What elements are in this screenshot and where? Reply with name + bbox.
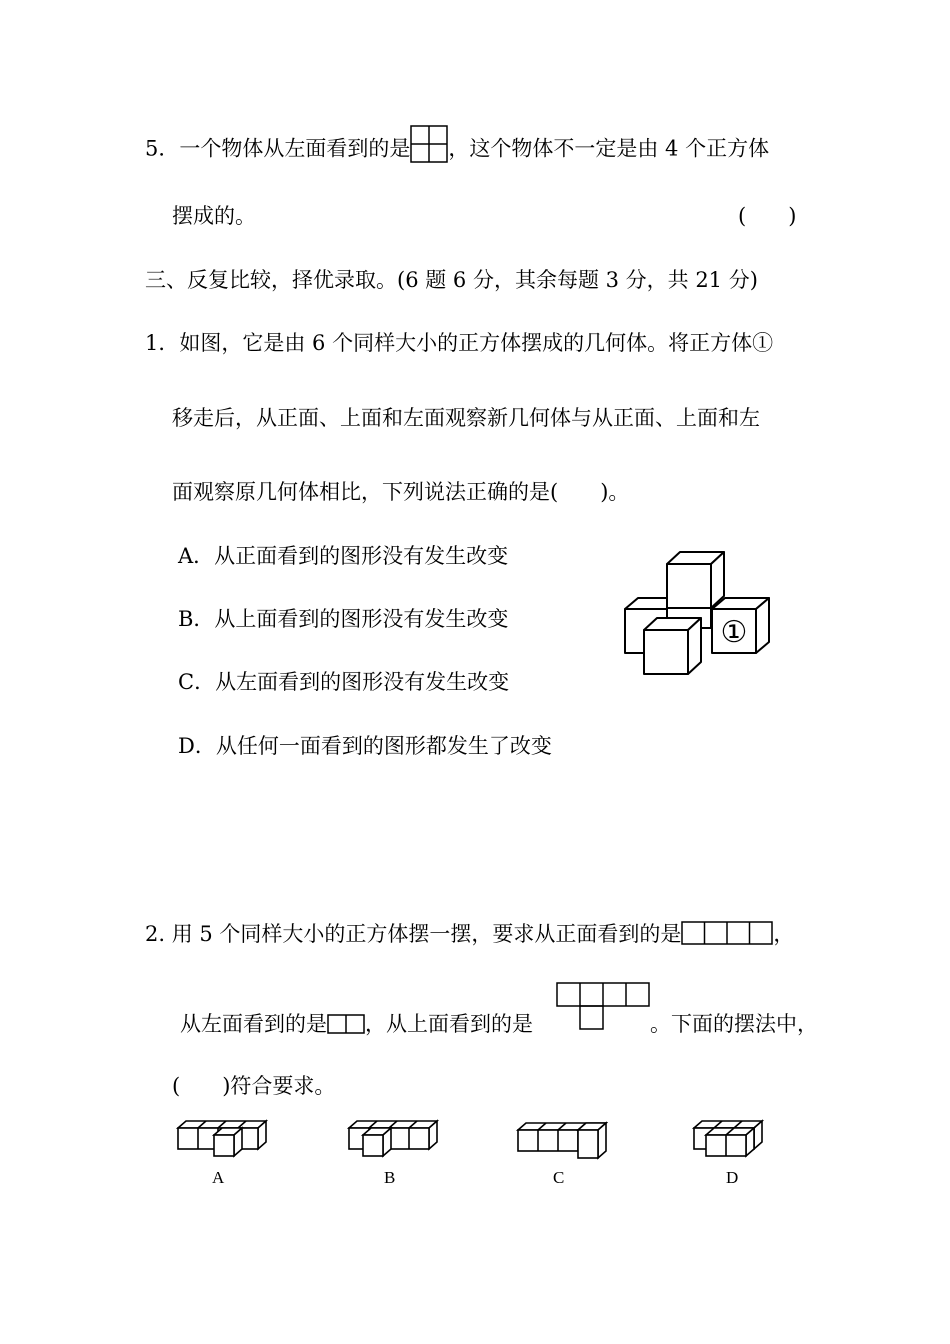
q5-line-2: 摆成的。 (172, 204, 256, 228)
q1-option-b[interactable]: B．从上面看到的图形没有发生改变 (178, 607, 509, 631)
q1-line-3: 面观察原几何体相比，下列说法正确的是( )。 (172, 480, 630, 504)
q2-line-1-suffix: ， (773, 922, 795, 946)
q1-cube-figure (618, 548, 778, 678)
q2-choice-b-figure[interactable] (345, 1118, 445, 1158)
q2-choice-a-figure[interactable] (174, 1118, 274, 1158)
q5-answer-blank[interactable]: ( ) (738, 204, 797, 228)
top-view-t-shape (556, 982, 652, 1032)
q1-option-a[interactable]: A．从正面看到的图形没有发生改变 (178, 544, 509, 568)
q5-line-1 (145, 131, 769, 169)
q2-choice-b-label[interactable]: B (384, 1168, 396, 1187)
q5-line-1-suffix: ，这个物体不一定是由 4 个正方体 (448, 136, 770, 161)
q2-line-2: 从左面看到的是 ，从上面看到的是 (180, 1012, 533, 1036)
q2-choice-a-label[interactable]: A (212, 1168, 225, 1187)
q1-line-2: 移走后，从正面、上面和左面观察新几何体与从正面、上面和左 (172, 406, 760, 430)
q2-line-3: ( )符合要求。 (172, 1074, 336, 1098)
q2-choice-d-figure[interactable] (688, 1118, 768, 1162)
q1-option-d[interactable]: D．从任何一面看到的图形都发生了改变 (178, 734, 552, 758)
q2-line-1 (145, 920, 794, 948)
cube-1-label: ① (720, 615, 748, 650)
left-view-2-squares (327, 1013, 365, 1033)
q5-line-1-prefix: 5．一个物体从左面看到的是 (145, 136, 411, 161)
section-heading: 三、反复比较，择优录取。(6 题 6 分，其余每题 3 分，共 21 分) (145, 268, 758, 292)
q2-line-2-suffix: 。下面的摆法中， (650, 1012, 818, 1036)
q2-choice-c-figure[interactable] (514, 1120, 614, 1160)
q2-choice-c-label[interactable]: C (553, 1168, 565, 1187)
q2-choice-d-label[interactable]: D (726, 1168, 739, 1187)
front-view-4-squares (681, 921, 773, 945)
q1-option-c[interactable]: C．从左面看到的图形没有发生改变 (178, 670, 510, 694)
q1-line-1: 1．如图，它是由 6 个同样大小的正方体摆成的几何体。将正方体① (145, 331, 774, 355)
left-view-2x2-figure (410, 125, 448, 163)
q2-line-1-prefix: 2. 用 5 个同样大小的正方体摆一摆，要求从正面看到的是 (145, 922, 682, 946)
